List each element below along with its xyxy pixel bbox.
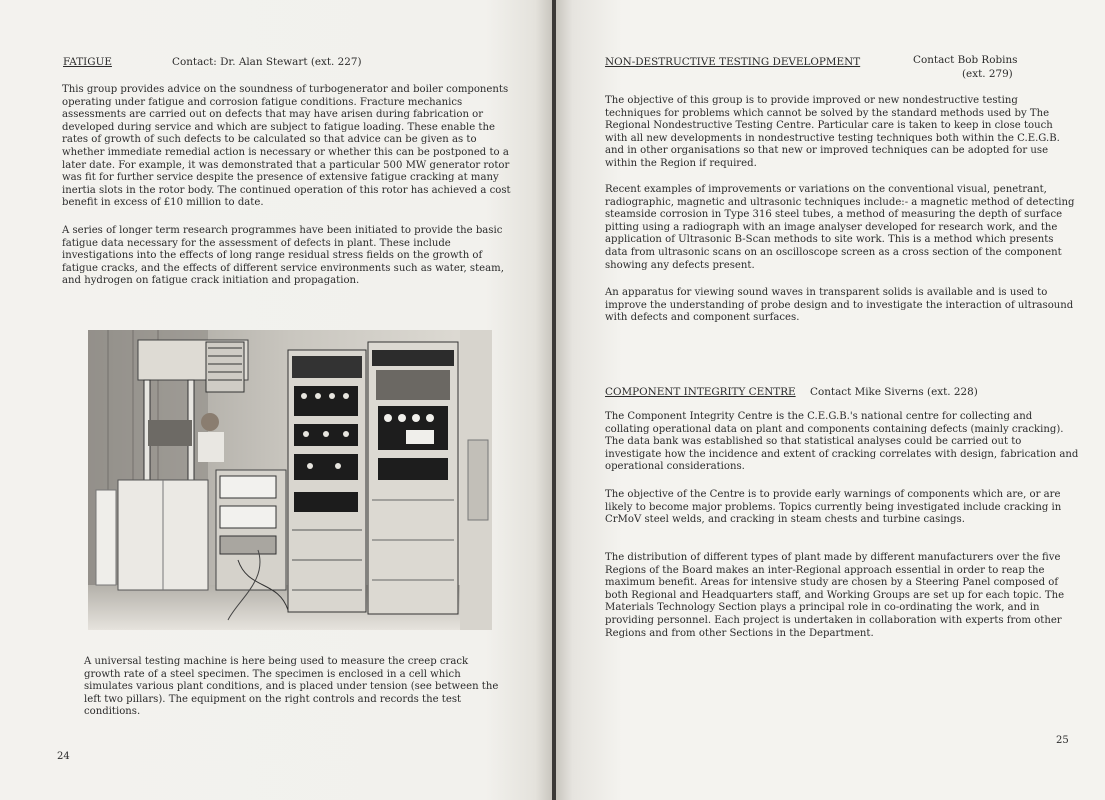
page-number-right: 25 — [1056, 735, 1069, 746]
cic-paragraph-1: The Component Integrity Centre is the C.E.G.B.'s national centre for collecting and collating operational data on plant and components containing defects (mainly cracking). The data bank was established so that statistical analyses could be carried out to investigate how the incidence and extent of cracking correlates with design, fabrication and operational considerations. — [605, 411, 1079, 473]
testing-machine-photo — [88, 330, 492, 630]
cic-paragraph-2: The objective of the Centre is to provide early warnings of components which are, or are likely to become major problems. Topics currently being investigated include cracking in CrMoV steel welds, and cracking in steam chests and turbine casings. — [605, 489, 1062, 526]
cic-contact: Contact Mike Siverns (ext. 228) — [810, 386, 978, 398]
fatigue-contact: Contact: Dr. Alan Stewart (ext. 227) — [172, 56, 362, 68]
ndt-heading: NON-DESTRUCTIVE TESTING DEVELOPMENT — [605, 56, 861, 68]
ndt-paragraph-3: An apparatus for viewing sound waves in transparent solids is available and is used to improve the understanding of probe design and to investigate the interaction of ultrasound with defects and component surfaces. — [605, 287, 1074, 324]
cic-heading: COMPONENT INTEGRITY CENTRE — [605, 386, 796, 398]
ndt-contact-name: Contact Bob Robins — [913, 54, 1018, 66]
photo-caption: A universal testing machine is here being used to measure the creep crack growth rate of a steel specimen. The specimen is enclosed in a cell which simulates various plant conditions, and is placed under tension (see between the left two pillars). The equipment on the right controls and records the test conditions. — [84, 656, 499, 718]
fatigue-heading: FATIGUE — [63, 56, 112, 68]
ndt-contact-ext: (ext. 279) — [962, 68, 1013, 80]
ndt-paragraph-1: The objective of this group is to provide improved or new nondestructive testing techniques for problems which cannot be solved by the standard methods used by The Regional Nondestructive Testing Centre. Particular care is taken to keep in close touch with all new developments in nondestructive testing techniques both within the C.E.G.B. and in other organisations so that new or improved techniques can be adopted for use within the Region if required. — [605, 95, 1060, 169]
left-page — [0, 0, 552, 800]
page-number-left: 24 — [57, 751, 70, 762]
right-page — [556, 0, 1105, 800]
ndt-paragraph-2: Recent examples of improvements or variations on the conventional visual, penetrant, radiographic, magnetic and ultrasonic techniques include:- a magnetic method of detecting steamside corrosion in Type 316 steel tubes, a method of measuring the depth of surface pitting using a radiograph with an image analyser developed for research work, and the application of Ultrasonic B-Scan methods to site work. This is a method which presents data from ultrasonic scans on an oscilloscope screen as a cross section of the component showing any defects present. — [605, 184, 1075, 271]
fatigue-paragraph-2: A series of longer term research programmes have been initiated to provide the basic fatigue data necessary for the assessment of defects in plant. These include investigations into the effects of long range residual stress fields on the growth of fatigue cracks, and the effects of different service environments such as water, steam, and hydrogen on fatigue crack initiation and propagation. — [62, 225, 504, 287]
testing-machine-illustration — [88, 330, 492, 630]
fatigue-paragraph-1: This group provides advice on the soundness of turbogenerator and boiler components operating under fatigue and corrosion fatigue conditions. Fracture mechanics assessments are carried out on defects that may have arisen during fabrication or developed during service and which are subject to fatigue loading. These enable the rates of growth of such defects to be calculated so that advice can be given as to whether immediate remedial action is necessary or whether this can be postponed to a later date. For example, it was demonstrated that a particular 500 MW generator rotor was fit for further service despite the presence of extensive fatigue cracking at many inertia slots in the rotor body. The continued operation of this rotor has achieved a cost benefit in excess of £10 million to date. — [62, 84, 511, 209]
cic-paragraph-3: The distribution of different types of plant made by different manufacturers over the five Regions of the Board makes an inter-Regional approach essential in order to reap the maximum benefit. Areas for intensive study are chosen by a Steering Panel composed of both Regional and Headquarters staff, and Working Groups are set up for each topic. The Materials Technology Section plays a principal role in co-ordinating the work, and in providing personnel. Each project is undertaken in collaboration with experts from other Regions and from other Sections in the Department. — [605, 552, 1065, 639]
